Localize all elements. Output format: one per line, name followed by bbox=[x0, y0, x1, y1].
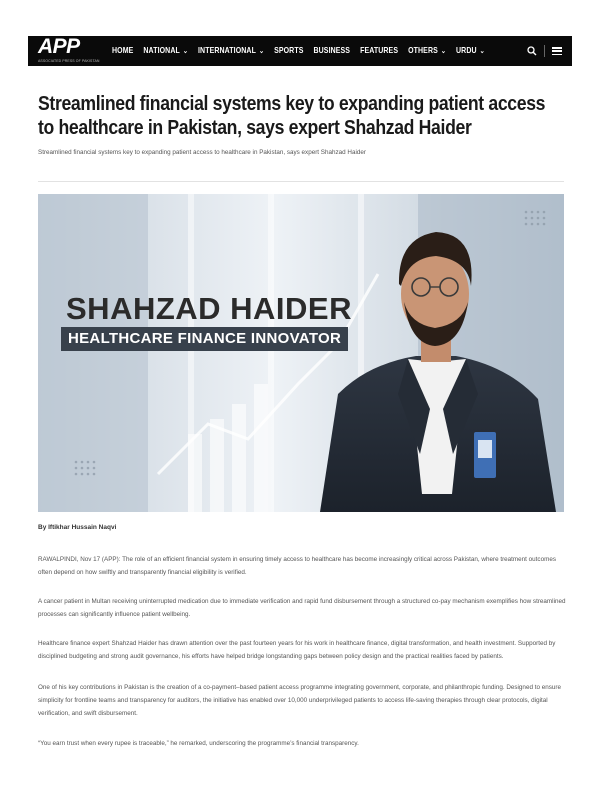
nav-item-business[interactable] bbox=[313, 47, 350, 55]
nav-item-label: SPORTS bbox=[274, 46, 304, 56]
article-paragraph-2: A cancer patient in Multan receiving uninterrupted medication due to immediate verification and rapid fund disbursement through a structured co-pay mechanism exemplifies how streamlined processes can significantly influence patient wellbeing. bbox=[38, 598, 566, 618]
chevron-down-icon: ⌄ bbox=[258, 48, 265, 56]
article-subheadline: Streamlined financial systems key to expanding patient access to healthcare in Pakistan, says expert Shahzad Haider bbox=[38, 149, 366, 156]
app-logo[interactable] bbox=[36, 35, 100, 66]
nav-item-label: FEATURES bbox=[360, 46, 399, 56]
nav-item-label: INTERNATIONAL bbox=[198, 46, 256, 56]
header-divider bbox=[38, 181, 564, 182]
nav-item-label: NATIONAL bbox=[143, 46, 180, 56]
nav-item-label: HOME bbox=[112, 46, 134, 56]
nav-item-international[interactable] bbox=[198, 47, 264, 55]
hero-name-text: SHAHZAD HAIDER bbox=[66, 291, 352, 326]
nav-item-urdu[interactable] bbox=[456, 47, 485, 55]
hero-image bbox=[38, 194, 564, 512]
article-paragraph-3: Healthcare finance expert Shahzad Haider has drawn attention over the past fourteen years for his work in healthcare finance, digital transformation, and health investment. Supported by disciplined budgeting and strong audit governance, his efforts have helped bridge longstanding gaps between policy design and the practical realities faced by patients. bbox=[38, 640, 556, 660]
nav-item-sports[interactable] bbox=[274, 47, 303, 55]
article-paragraph-5: “You earn trust when every rupee is traceable,” he remarked, underscoring the programme’s financial transparency. bbox=[38, 740, 359, 747]
nav-item-features[interactable] bbox=[360, 47, 398, 55]
nav-item-label: URDU bbox=[456, 46, 477, 56]
nav-item-label: OTHERS bbox=[408, 46, 438, 56]
article-paragraph-4: One of his key contributions in Pakistan is the creation of a co-payment–based patient access programme integrating government, corporate, and philanthropic funding. Designed to ensure simplicity for frontline teams and transparency for auditors, the initiative has enabled over 10,000 underprivileged patients to access life-saving therapies through clear protocols, digital verification, and swift disbursement. bbox=[38, 684, 561, 717]
article-byline: By Iftikhar Hussain Naqvi bbox=[38, 524, 117, 531]
nav-divider bbox=[544, 45, 545, 57]
nav-actions bbox=[527, 45, 562, 57]
article-header bbox=[38, 92, 564, 156]
main-nav bbox=[112, 48, 495, 55]
article-headline: Streamlined financial systems key to expanding patient access to healthcare in Pakistan, says expert Shahzad Haider bbox=[38, 92, 546, 139]
nav-item-others[interactable] bbox=[408, 47, 446, 55]
search-icon[interactable] bbox=[527, 46, 537, 56]
nav-item-home[interactable] bbox=[112, 47, 133, 55]
menu-icon[interactable] bbox=[552, 47, 562, 55]
nav-item-national[interactable] bbox=[143, 47, 188, 55]
logo-text: APP bbox=[38, 35, 80, 58]
nav-item-label: BUSINESS bbox=[313, 46, 351, 56]
hero-background bbox=[38, 194, 564, 512]
logo-subtitle: ASSOCIATED PRESS OF PAKISTAN bbox=[38, 59, 100, 63]
top-nav-bar bbox=[28, 36, 572, 66]
chevron-down-icon: ⌄ bbox=[182, 48, 188, 56]
chevron-down-icon: ⌄ bbox=[479, 48, 485, 56]
chevron-down-icon: ⌄ bbox=[440, 48, 447, 56]
article-paragraph-1: RAWALPINDI, Nov 17 (APP): The role of an efficient financial system in ensuring timely access to healthcare has become increasingly critical across Pakistan, where treatment outcomes often depend on how swiftly and transparently financial eligibility is verified. bbox=[38, 556, 556, 576]
hero-tagline: HEALTHCARE FINANCE INNOVATOR bbox=[61, 327, 348, 351]
